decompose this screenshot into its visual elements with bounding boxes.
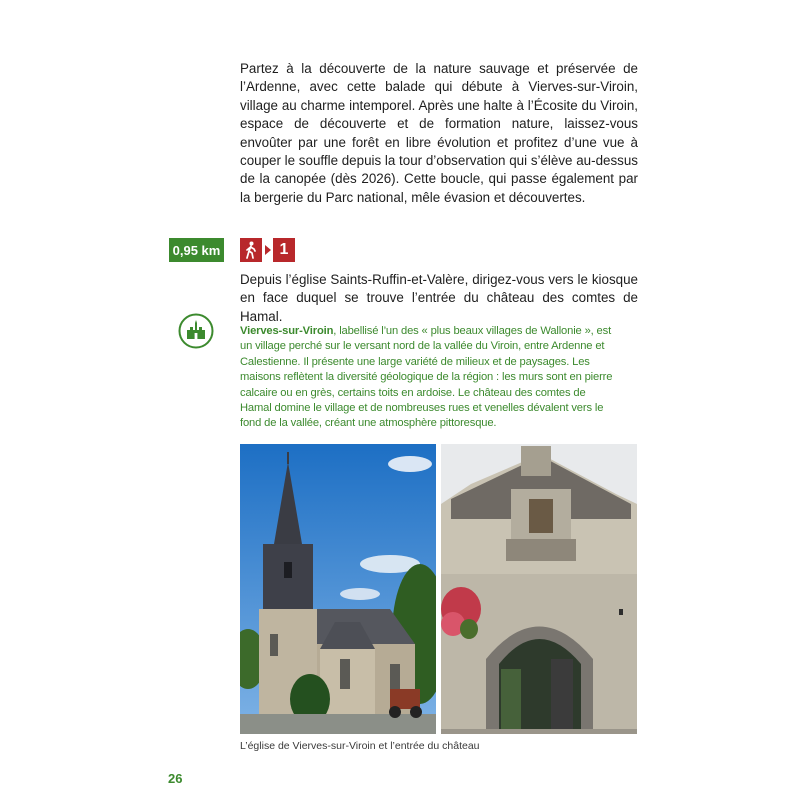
- village-name: Vierves-sur-Viroin: [240, 325, 334, 337]
- village-description: , labellisé l’un des « plus beaux villages de Wallonie », est un village perché sur le versant nord de la vallée du Viroin, entre Ardenne et Calestienne. Il présente une large variété de milieux et de paysages. Les maisons reflètent la diversité géologique de la région : les murs sont en pierre calcaire ou en grès, certains toits en ardoise. Le château des comtes de Hamal domine le village et de nombreuses rues et venelles dévalent vers le fond de la vallée, créant une atmosphère pittoresque.: [240, 325, 613, 430]
- page-number: 26: [168, 771, 183, 786]
- step-instruction: Depuis l’église Saints-Ruffin-et-Valère, dirigez-vous vers le kiosque en face duquel se trouve l’entrée du château des comtes de Hamal.: [240, 272, 638, 324]
- village-icon: [178, 313, 214, 349]
- church-photo: [240, 444, 436, 734]
- hiker-icon: [240, 238, 262, 262]
- castle-photo: [441, 444, 637, 734]
- arrow-right-icon: [265, 245, 271, 255]
- village-note: [240, 324, 620, 432]
- photo-caption: L’église de Vierves-sur-Viroin et l’entrée du château: [240, 740, 480, 752]
- distance-badge: 0,95 km: [169, 238, 224, 262]
- step-number: 1: [273, 238, 295, 262]
- intro-paragraph: Partez à la découverte de la nature sauvage et préservée de l’Ardenne, avec cette balade qui débute à Vierves-sur-Viroin, village au charme intemporel. Après une halte à l’Écosite du Viroin, espace de découverte et de formation nature, laissez-vous envoûter par une forêt en libre évolution et profitez d’une vue à couper le souffle depuis la tour d’observation qui s’élève au-dessus de la canopée (dès 2026). Cette boucle, qui passe également par la bergerie du Parc national, mêle évasion et découvertes.: [240, 61, 638, 205]
